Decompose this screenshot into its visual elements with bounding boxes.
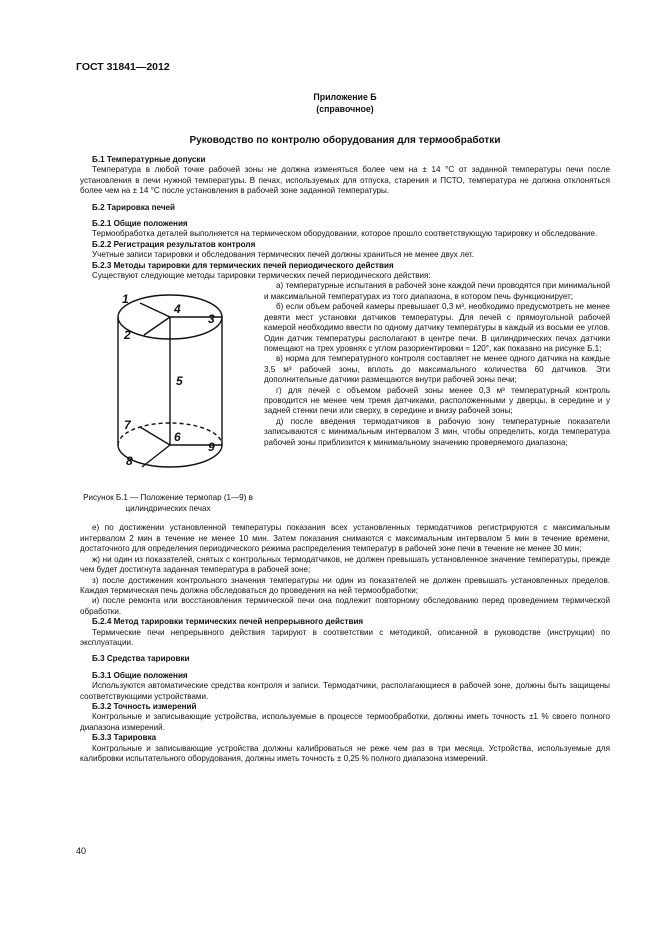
section-b22-heading: Б.2.2 Регистрация результатов контроля — [92, 239, 256, 249]
list-item-d: д) после введения термодатчиков в рабочую зону температурные показатели записываются с минимальным интервалом 3 мин, чтобы определить, когда температура рабочей зоны приблизится к минимальному значению проверяемого диапазона; — [264, 416, 610, 447]
figure-caption: Рисунок Б.1 — Положение термопар (1—9) в цилиндрических печах — [83, 493, 253, 513]
appendix-status: (справочное) — [316, 104, 374, 114]
list-item-e: е) по достижении установленной температуры показания всех установленных термодатчиков регистрируются с максимальным интервалом 2 мин в течение не менее 10 мин. Затем показания снимаются с максимальным интервалом 5 мин в течение времени, достаточного для определения периодического режима распределения температур в рабочей зоне печи в течение не менее 30 мин; — [80, 523, 610, 554]
cylinder-bottom-front — [118, 445, 222, 467]
section-b32-text: Контрольные и записывающие устройства, используемые в процессе термообработки, должны иметь точность ±1 % своего полного диапазона измерений. — [80, 712, 610, 732]
list-item-z: з) после достижения контрольного значения температуры ни один из показателей не должен превышать установленных пределов. Каждая термическая печь должна обследоваться до проведения на ней термообработки; — [80, 575, 610, 595]
section-b21-text: Термообработка деталей выполняется на термическом оборудовании, которое прошло соответствующую тарировку и обследование. — [92, 229, 598, 239]
label-1: 1 — [122, 292, 129, 307]
section-b3-heading: Б.3 Средства тарировки — [92, 654, 190, 664]
section-b32-heading: Б.3.2 Точность измерений — [92, 701, 197, 711]
section-b33-text: Контрольные и записывающие устройства должны калиброваться не реже чем раз в три месяца. Устройства, используемые для калибровки испытательного оборудования, должны иметь точность ± 0,25 % полного диапазона измерений. — [80, 743, 610, 763]
section-b24-heading: Б.2.4 Метод тарировки термических печей непрерывного действия — [92, 617, 364, 627]
section-b24-text: Термические печи непрерывного действия тарируют в соответствии с методикой, описанной в руководстве (инструкции) по эксплуатации. — [80, 627, 610, 647]
appendix-title: Приложение Б — [313, 92, 377, 102]
label-3: 3 — [208, 312, 215, 327]
label-8: 8 — [126, 454, 133, 469]
top-radius-2 — [144, 317, 170, 335]
list-item-a: а) температурные испытания в рабочей зоне каждой печи проводятся при минимальной и максимальной температурах из того диапазона, в котором печь функционирует; — [264, 281, 610, 301]
label-5: 5 — [176, 374, 183, 389]
section-b31-text: Используются автоматические средства контроля и записи. Термодатчики, располагающиеся в рабочей зоне, должны быть защищены соответствующими устройствами. — [80, 681, 610, 701]
list-item-i: и) после ремонта или восстановления термической печи она подлежит повторному обследованию перед проведением термической обработки. — [80, 596, 610, 616]
document-title: Руководство по контролю оборудования для термообработки — [189, 135, 501, 146]
list-item-g: г) для печей с объемом рабочей зоны менее 0,3 м³ температурный контроль проводится не менее чем тремя датчиками, расположенными у дверцы, в середине и у задней стенки печи или сверху, в середине и внизу рабочей зоны; — [264, 385, 610, 416]
bottom-radius-7 — [140, 427, 170, 445]
bottom-radius-8 — [142, 445, 170, 467]
cylinder-thermocouple-diagram — [100, 289, 240, 487]
label-2: 2 — [124, 328, 131, 343]
section-b33-heading: Б.3.3 Тарировка — [92, 733, 157, 743]
section-b1-text: Температура в любой точке рабочей зоны не должна изменяться более чем на ± 14 °С от заданной температуры печи после установления в печи нужной температуры. В печах, используемых для отпуска, старения и ПСТО, температура не должна отклоняться более чем на ± 14 °С после установления в рабочей зоне заданной температуры. — [80, 165, 610, 196]
section-b21-heading: Б.2.1 Общие положения — [92, 219, 188, 229]
label-9: 9 — [208, 440, 215, 455]
section-b23-heading: Б.2.3 Методы тарировки для термических печей периодического действия — [92, 260, 394, 270]
standard-header: ГОСТ 31841—2012 — [76, 61, 170, 73]
label-4: 4 — [174, 302, 181, 317]
label-7: 7 — [124, 418, 131, 433]
list-item-v: в) норма для температурного контроля составляет не менее одного датчика на каждые 3,5 м³ рабочей зоны, вплоть до максимального количества 60 датчиков. Эти дополнительные датчики размещаются внутри рабочей зоны печи; — [264, 354, 610, 385]
label-6: 6 — [174, 430, 181, 445]
section-b1-heading: Б.1 Температурные допуски — [92, 155, 206, 164]
top-radius-1 — [140, 303, 170, 317]
section-b23-text: Существуют следующие методы тарировки термических печей периодического действия: — [92, 271, 431, 281]
section-b2-heading: Б.2 Тарировка печей — [92, 202, 176, 212]
page-number: 40 — [76, 846, 87, 856]
section-b22-text: Учетные записи тарировки и обследования термических печей должны храниться не менее двух лет. — [92, 250, 474, 260]
section-b31-heading: Б.3.1 Общие положения — [92, 670, 188, 680]
document-body — [80, 155, 610, 764]
list-item-zh: ж) ни один из показателей, снятых с контрольных термодатчиков, не должен превышать установленное значение температуры, прежде чем будет достигнута заданная температура в рабочей зоне; — [80, 554, 610, 575]
list-item-b: б) если объем рабочей камеры превышает 0,3 м³, необходимо предусмотреть не менее девяти мест установки датчиков температуры. Для печей с прямоугольной рабочей камерой необходимо ввести по одному датчику температуры в каждый из восьми ее углов. Один датчик температуры располагают в центре печи. В цилиндрических печах датчики помещают на трех уровнях с углом разориентировки ≈ 120°, как показано на рисунке Б.1; — [264, 302, 610, 353]
figure-b1 — [80, 281, 256, 523]
